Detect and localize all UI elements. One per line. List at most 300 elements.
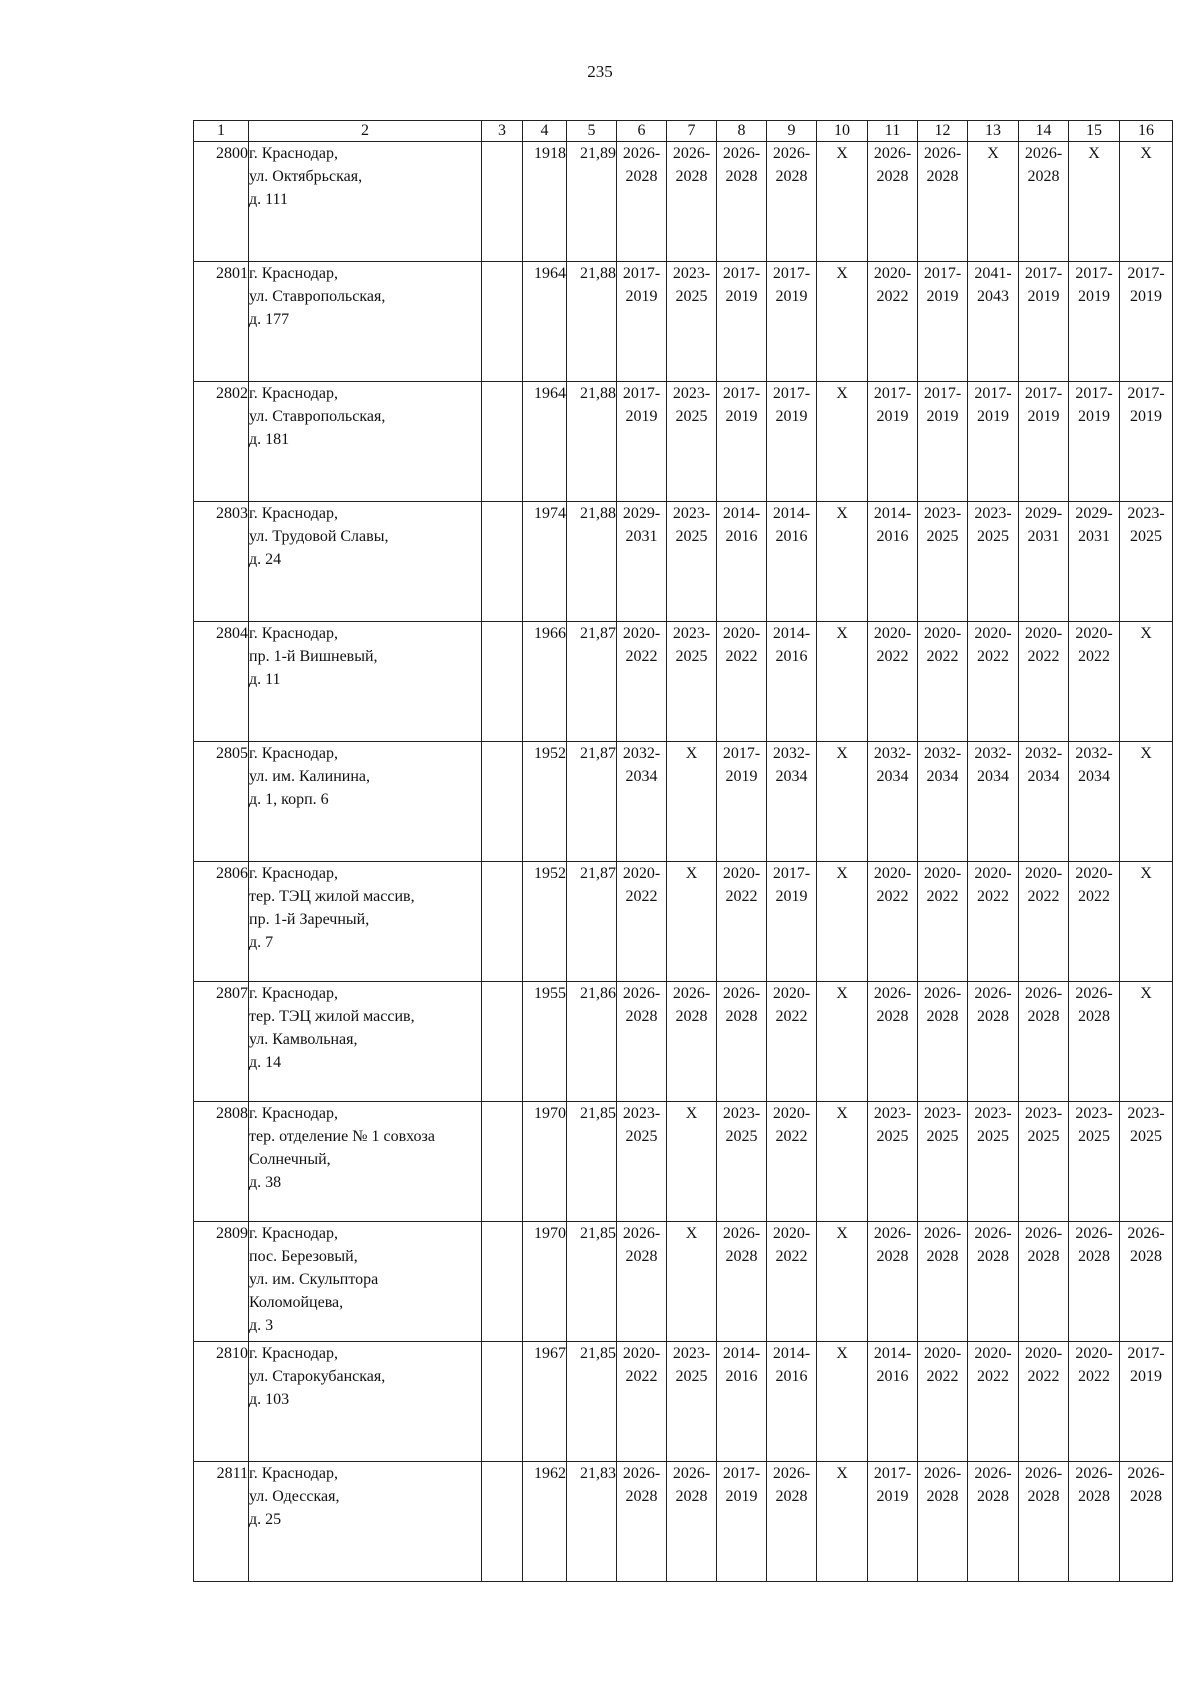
row-number: 2806 [194,862,249,982]
period-line: 2019 [775,288,808,305]
period-line: 2028 [725,1008,758,1025]
period-line: 2026- [622,985,661,1002]
period-line: 2022 [977,648,1009,665]
empty-cell [482,982,523,1102]
period-line: 2028 [675,1008,708,1025]
period-line: 2034 [977,768,1009,785]
period-line: 2023- [672,1345,711,1362]
period-cell [918,262,968,382]
period-line: 2022 [876,288,909,305]
address-line: д. 14 [249,1054,282,1071]
period-line: 2017- [722,265,761,282]
rate-cell: 21,83 [567,1462,617,1582]
period-line: 2020- [1024,625,1063,642]
period-cell [868,982,918,1102]
period-cell [767,502,817,622]
empty-cell [482,622,523,742]
period-line: Х [836,505,848,522]
period-line: 2022 [977,1368,1009,1385]
period-cell [617,1102,667,1222]
period-line: Х [1140,865,1152,882]
period-cell [767,1342,817,1462]
period-line: 2028 [977,1248,1009,1265]
period-line: 2017- [1075,265,1113,282]
period-line: 2025 [675,408,708,425]
period-line: 2020- [722,625,761,642]
period-cell [1019,142,1069,262]
period-cell [717,1342,767,1462]
period-cell [817,1462,868,1582]
period-line: Х [1140,985,1152,1002]
address-cell [249,862,482,982]
period-line: 2019 [1027,288,1060,305]
period-line: 2028 [977,1008,1009,1025]
period-cell [868,382,918,502]
period-line: 2026- [1024,1225,1063,1242]
table-row [194,502,1173,622]
period-line: 2028 [1078,1248,1110,1265]
period-cell [918,862,968,982]
period-line: Х [987,145,999,162]
period-cell [1019,982,1069,1102]
period-line: 2019 [625,408,658,425]
period-line: 2014- [722,1345,761,1362]
address-line: ул. Ставропольская, [249,408,386,425]
period-line: 2026- [622,1225,661,1242]
rate-cell: 21,87 [567,622,617,742]
period-cell [667,982,717,1102]
period-line: 2022 [1078,1368,1110,1385]
period-cell [1069,262,1120,382]
address-line: г. Краснодар, [249,385,338,402]
table-row [194,142,1173,262]
period-line: 2028 [1027,1248,1060,1265]
period-line: 2026- [772,1465,811,1482]
period-line: 2020- [622,865,661,882]
period-line: 2022 [725,648,758,665]
period-cell [918,142,968,262]
period-cell [717,1102,767,1222]
period-line: 2022 [926,1368,959,1385]
row-number: 2809 [194,1222,249,1342]
period-cell [617,262,667,382]
period-line: 2026- [1024,1465,1063,1482]
period-cell [717,502,767,622]
address-cell [249,1342,482,1462]
period-cell [1069,1222,1120,1342]
period-cell [617,1342,667,1462]
period-cell [968,622,1019,742]
period-line: Х [836,745,848,762]
period-cell [667,1462,717,1582]
period-cell [1069,142,1120,262]
table-row [194,1222,1173,1342]
row-number: 2805 [194,742,249,862]
period-line: 2025 [1130,1128,1162,1145]
period-line: 2014- [772,625,811,642]
period-line: 2032- [622,745,661,762]
address-line: пр. 1-й Заречный, [249,911,370,928]
period-line: 2017- [1127,1345,1165,1362]
period-cell [1019,262,1069,382]
period-cell [817,1102,868,1222]
period-line: 2020- [974,865,1012,882]
period-line: 2019 [1130,288,1162,305]
period-line: 2025 [1027,1128,1060,1145]
period-line: Х [836,1465,848,1482]
address-line: ул. им. Калинина, [249,768,371,785]
period-cell [717,262,767,382]
period-line: Х [1088,145,1100,162]
rate-cell: 21,87 [567,862,617,982]
period-line: 2019 [876,1488,909,1505]
period-cell [1019,382,1069,502]
period-line: 2023- [1024,1105,1063,1122]
period-cell [868,742,918,862]
address-line: ул. Старокубанская, [249,1368,386,1385]
rate-cell: 21,86 [567,982,617,1102]
period-line: 2022 [1078,648,1110,665]
period-cell [868,862,918,982]
address-line: д. 3 [249,1317,274,1334]
period-cell [968,142,1019,262]
period-line: Х [836,985,848,1002]
period-cell [717,622,767,742]
table-row [194,982,1173,1102]
period-line: 2026- [722,1225,761,1242]
address-line: д. 38 [249,1174,282,1191]
period-cell [817,622,868,742]
rate-cell: 21,88 [567,382,617,502]
period-line: Х [685,745,698,762]
period-cell [918,982,968,1102]
period-line: 2026- [1024,145,1063,162]
period-line: 2034 [775,768,808,785]
column-header: 4 [523,121,567,142]
period-line: 2028 [725,1248,758,1265]
table-row [194,1342,1173,1462]
period-line: 2026- [772,145,811,162]
period-line: 2020- [622,1345,661,1362]
period-line: 2020- [923,865,962,882]
row-number: 2804 [194,622,249,742]
period-cell [1019,502,1069,622]
column-header: 10 [817,121,868,142]
period-line: 2028 [625,168,658,185]
period-line: 2028 [1130,1248,1162,1265]
column-header: 5 [567,121,617,142]
period-line: 2031 [625,528,658,545]
period-cell [767,262,817,382]
period-line: 2017- [1127,385,1165,402]
period-line: 2025 [675,1368,708,1385]
period-cell [1019,622,1069,742]
period-cell [1120,1222,1173,1342]
year-cell: 1970 [523,1102,567,1222]
period-line: 2032- [772,745,811,762]
period-cell [817,262,868,382]
period-line: 2026- [722,145,761,162]
row-number: 2808 [194,1102,249,1222]
period-cell [918,1102,968,1222]
row-number: 2801 [194,262,249,382]
period-line: 2028 [926,1248,959,1265]
period-line: 2026- [873,985,912,1002]
empty-cell [482,502,523,622]
address-cell [249,262,482,382]
address-line: ул. Камвольная, [249,1031,358,1048]
period-line: 2026- [974,1225,1012,1242]
rate-cell: 21,85 [567,1222,617,1342]
year-cell: 1955 [523,982,567,1102]
period-cell [767,1102,817,1222]
period-line: 2026- [672,145,711,162]
period-cell [817,382,868,502]
address-line: г. Краснодар, [249,1345,338,1362]
period-line: 2025 [977,1128,1009,1145]
period-cell [1019,1342,1069,1462]
period-line: 2026- [974,1465,1012,1482]
period-line: 2029- [622,505,661,522]
address-line: г. Краснодар, [249,265,338,282]
period-cell [968,1222,1019,1342]
period-line: 2023- [923,1105,962,1122]
period-line: 2025 [1130,528,1162,545]
period-line: 2026- [1075,985,1113,1002]
period-cell [667,502,717,622]
address-line: г. Краснодар, [249,625,338,642]
period-line: 2025 [675,648,708,665]
period-line: 2019 [977,408,1009,425]
period-line: 2028 [625,1488,658,1505]
period-cell [767,622,817,742]
period-line: 2025 [725,1128,758,1145]
period-line: 2023- [722,1105,761,1122]
period-cell [1120,502,1173,622]
period-cell [617,1222,667,1342]
period-cell [868,1342,918,1462]
year-cell: 1952 [523,742,567,862]
period-line: 2028 [675,1488,708,1505]
period-line: 2026- [873,1225,912,1242]
address-line: тер. отделение № 1 совхоза [249,1128,435,1145]
period-line: 2019 [1027,408,1060,425]
period-cell [1120,1342,1173,1462]
address-line: г. Краснодар, [249,1465,338,1482]
period-cell [968,502,1019,622]
period-line: 2028 [775,1488,808,1505]
address-line: ул. Трудовой Славы, [249,528,389,545]
period-line: 2019 [725,768,758,785]
period-line: 2025 [977,528,1009,545]
period-cell [1069,1462,1120,1582]
period-cell [868,1222,918,1342]
period-line: 2017- [772,385,811,402]
period-cell [868,622,918,742]
period-line: 2025 [675,528,708,545]
period-line: 2022 [775,1008,808,1025]
period-cell [1019,1102,1069,1222]
header-row [194,121,1173,142]
period-line: 2028 [926,168,959,185]
period-line: 2026- [873,145,912,162]
period-cell [868,1462,918,1582]
column-header: 8 [717,121,767,142]
period-line: 2017- [923,265,962,282]
row-number: 2802 [194,382,249,502]
period-line: 2017- [772,865,811,882]
period-line: 2017- [1024,265,1063,282]
column-header: 9 [767,121,817,142]
column-header: 16 [1120,121,1173,142]
year-cell: 1970 [523,1222,567,1342]
address-line: г. Краснодар, [249,865,338,882]
period-cell [717,1222,767,1342]
period-line: 2023- [1127,1105,1165,1122]
period-cell [1069,502,1120,622]
period-line: 2028 [1027,168,1060,185]
period-line: 2020- [1075,625,1113,642]
period-line: 2022 [1027,1368,1060,1385]
column-header: 11 [868,121,918,142]
address-line: д. 1, корп. 6 [249,791,329,808]
period-line: 2017- [1024,385,1063,402]
period-line: 2019 [926,288,959,305]
period-line: 2017- [772,265,811,282]
address-cell [249,502,482,622]
period-line: 2020- [873,265,912,282]
period-line: 2026- [1127,1225,1165,1242]
empty-cell [482,382,523,502]
period-cell [817,142,868,262]
address-line: г. Краснодар, [249,1105,338,1122]
period-line: 2022 [775,1128,808,1145]
period-cell [667,1342,717,1462]
row-number: 2803 [194,502,249,622]
period-line: 2019 [725,408,758,425]
period-cell [617,142,667,262]
period-cell [717,382,767,502]
period-cell [1120,262,1173,382]
period-line: Х [836,385,848,402]
period-line: 2017- [923,385,962,402]
period-line: 2020- [722,865,761,882]
column-header: 2 [249,121,482,142]
column-header: 7 [667,121,717,142]
row-number: 2811 [194,1462,249,1582]
period-line: 2019 [1078,408,1110,425]
period-cell [617,382,667,502]
year-cell: 1918 [523,142,567,262]
period-line: 2022 [876,888,909,905]
period-line: Х [836,1345,848,1362]
period-line: 2026- [974,985,1012,1002]
period-cell [1120,382,1173,502]
period-cell [1069,1342,1120,1462]
year-cell: 1964 [523,262,567,382]
period-line: 2028 [675,168,708,185]
period-cell [968,382,1019,502]
period-cell [1019,1222,1069,1342]
period-line: 2016 [775,528,808,545]
period-cell [868,142,918,262]
period-line: 2026- [1127,1465,1165,1482]
period-line: 2022 [926,888,959,905]
period-line: 2023- [873,1105,912,1122]
period-cell [1019,862,1069,982]
period-line: Х [836,265,848,282]
period-line: 2026- [1075,1465,1113,1482]
rate-cell: 21,88 [567,262,617,382]
period-line: 2028 [977,1488,1009,1505]
period-cell [617,982,667,1102]
period-line: 2023- [672,505,711,522]
period-line: 2022 [876,648,909,665]
period-line: 2019 [625,288,658,305]
period-line: 2026- [1075,1225,1113,1242]
period-line: 2014- [772,505,811,522]
period-line: 2019 [1130,1368,1162,1385]
period-cell [1120,742,1173,862]
address-cell [249,742,482,862]
period-line: 2025 [675,288,708,305]
period-line: 2026- [1024,985,1063,1002]
empty-cell [482,142,523,262]
rate-cell: 21,85 [567,1102,617,1222]
period-line: 2022 [625,888,658,905]
period-line: 2014- [873,1345,912,1362]
period-cell [667,862,717,982]
period-line: 2019 [775,408,808,425]
period-cell [717,982,767,1102]
address-line: г. Краснодар, [249,1225,338,1242]
period-line: 2019 [926,408,959,425]
address-cell [249,1462,482,1582]
period-line: 2019 [775,888,808,905]
period-cell [617,1462,667,1582]
table-row [194,862,1173,982]
period-line: 2017- [873,385,912,402]
period-cell [868,262,918,382]
rate-cell: 21,85 [567,1342,617,1462]
period-line: 2026- [923,1465,962,1482]
period-line: 2017- [722,385,761,402]
period-line: 2028 [625,1008,658,1025]
period-cell [918,742,968,862]
address-line: г. Краснодар, [249,505,338,522]
address-line: д. 111 [249,191,288,208]
period-line: 2017- [873,1465,912,1482]
column-header: 14 [1019,121,1069,142]
period-cell [1120,622,1173,742]
period-cell [1069,982,1120,1102]
period-line: 2028 [926,1008,959,1025]
address-line: ул. Ставропольская, [249,288,386,305]
period-line: 2020- [772,1225,811,1242]
period-cell [717,142,767,262]
period-cell [918,622,968,742]
table-row [194,262,1173,382]
address-line: д. 181 [249,431,290,448]
period-line: 2022 [625,1368,658,1385]
period-cell [918,382,968,502]
row-number: 2810 [194,1342,249,1462]
address-line: д. 11 [249,671,281,688]
period-cell [918,502,968,622]
period-cell [1120,142,1173,262]
period-line: 2026- [622,145,661,162]
period-cell [817,1222,868,1342]
